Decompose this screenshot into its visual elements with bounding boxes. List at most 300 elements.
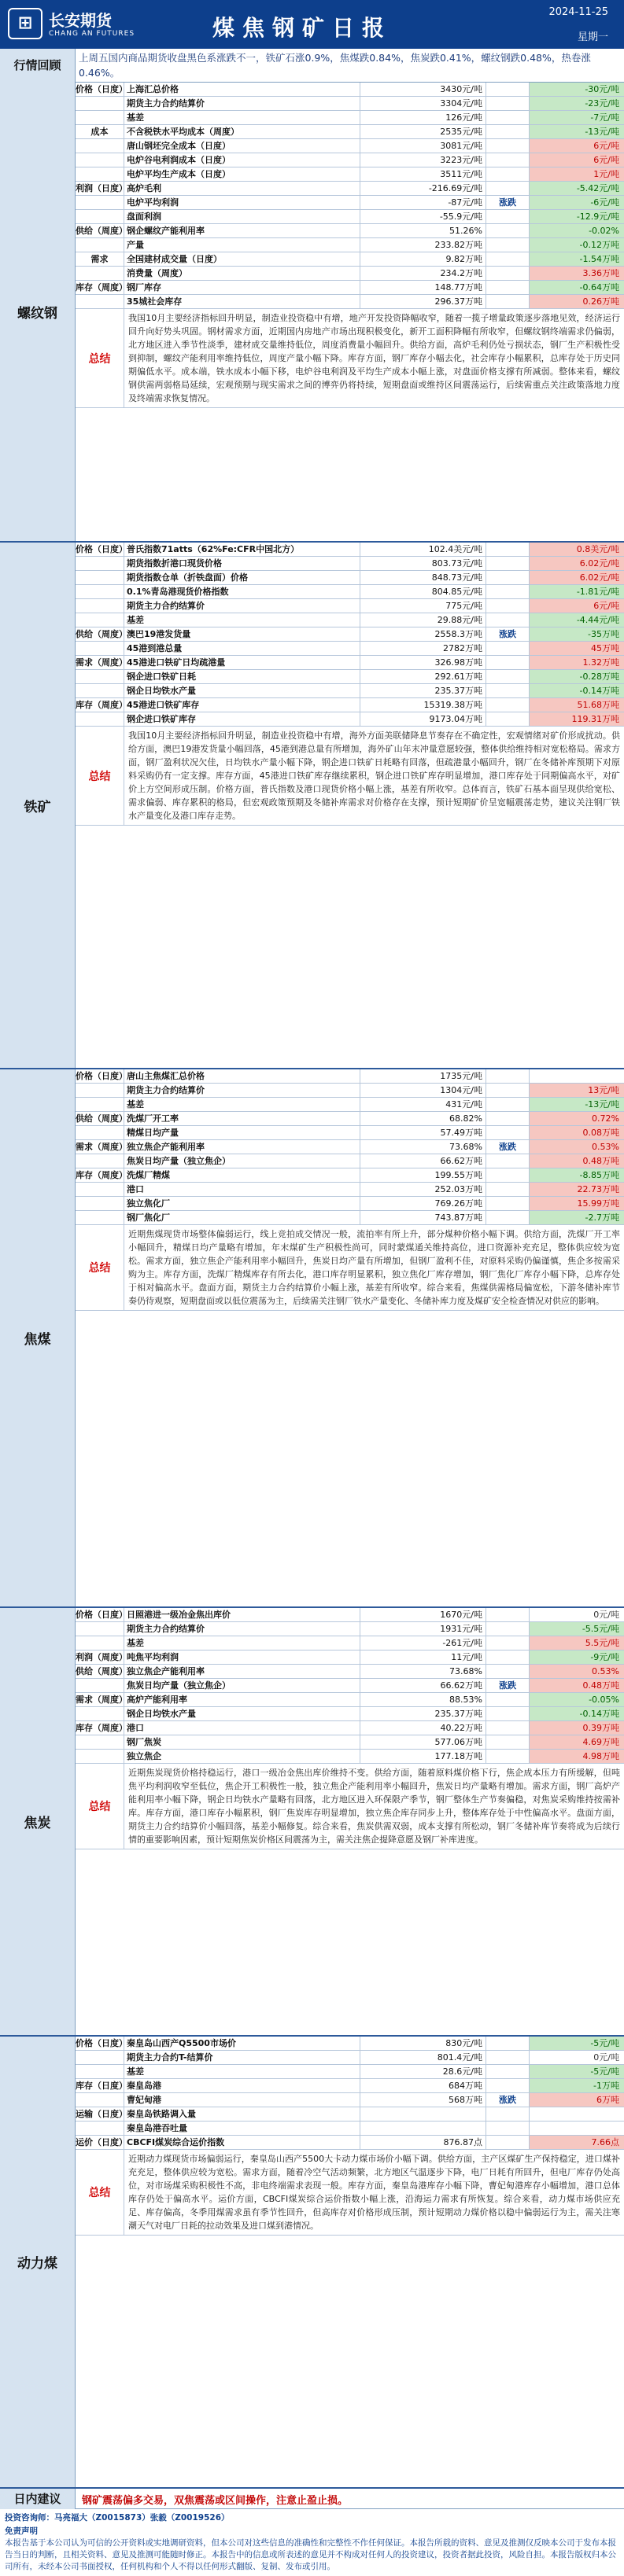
indicator-value: 126元/吨 bbox=[360, 111, 486, 124]
table-row bbox=[76, 2065, 624, 2079]
indicator-change: 6元/吨 bbox=[530, 139, 624, 153]
summary-text: 近期动力煤现货市场偏弱运行，秦皇岛山西产5500大卡动力煤市场价小幅下调。供给方面，主产区煤矿生产保持稳定，进口煤补充充足，整体供应较为宽松。需求方面，随着冷空气活动频繁，北方地区气温逐步下降，电厂日耗有所回升，但电厂库存仍处高位，对市场煤采购积极性不高，非电终端需求表现一般。库存方面，秦皇岛港库存小幅下降，曹妃甸港库存小幅增加，港口总体库存仍处于偏高水平。运价方面，CBCFI煤炭综合运价指数小幅上涨，沿海运力需求有所恢复。综合来看，动力煤市场供应充足、库存偏高，冬季用煤需求虽有季节性回升，但高库存对价格形成压制，预计短期动力煤价格以稳中偏弱运行为主，需关注寒潮天气对电厂日耗的拉动效果及进口煤到港情况。 bbox=[128, 2154, 620, 2231]
table-row bbox=[76, 585, 624, 599]
indicator-name: 45港到港总量 bbox=[124, 642, 360, 655]
indicator-value: 3223元/吨 bbox=[360, 153, 486, 167]
indicator-name: 基差 bbox=[124, 111, 360, 124]
group-label: 供给（周度） bbox=[76, 1113, 127, 1124]
indicator-value: 848.73元/吨 bbox=[360, 571, 486, 584]
group-label bbox=[76, 670, 124, 683]
indicator-change: -0.28万吨 bbox=[530, 670, 624, 683]
indicator-change: 45万吨 bbox=[530, 642, 624, 655]
indicator-name: 电炉平均生产成本（日度） bbox=[124, 167, 360, 181]
group-label bbox=[76, 642, 124, 655]
table-row bbox=[76, 698, 624, 712]
indicator-change: 0.39万吨 bbox=[530, 1721, 624, 1735]
summary-text: 我国10月主要经济指标回升明显，制造业投资稳中有增，地产开发投资降幅收窄，随着一揽子增量政策逐步落地见效，经济运行回升向好势头巩固。钢材需求方面，近期国内房地产市场出现积极变化，新开工面积降幅有所收窄，但螺纹钢终端需求仍偏弱，北方地区进入季节性淡季，建材成交量维持低位，周度消费量小幅回升。供给方面，高炉毛利仍处亏损状态，钢厂生产积极性受到抑制，螺纹产能利用率维持低位，周度产量小幅下降。库存方面，钢厂库存小幅去化，社会库存小幅累积，总库存处于历史同期偏低水平。成本端，铁水成本小幅下移，电炉谷电利润及平均生产成本小幅上涨，对盘面价格支撑有所减弱。整体来看，螺纹钢供需两弱格局延续，宏观预期与现实需求之间的博弈仍将持续，短期盘面或维持区间震荡运行，后续需重点关注政策落地力度及终端需求恢复情况。 bbox=[128, 313, 620, 403]
indicator-name: 曹妃甸港 bbox=[124, 2093, 360, 2107]
indicator-change: 4.69万吨 bbox=[530, 1735, 624, 1749]
indicator-change: -1万吨 bbox=[530, 2079, 624, 2092]
report-footer bbox=[0, 2509, 624, 2576]
summary-block bbox=[76, 1225, 624, 1311]
intraday-advice bbox=[0, 2489, 624, 2509]
indicator-change: -7元/吨 bbox=[530, 111, 624, 124]
summary-text: 我国10月主要经济指标回升明显，制造业投资稳中有增，海外方面美联储降息节奏存在不确定性，宏观情绪对矿价形成扰动。供给方面，澳巴19港发货量小幅回落，45港到港总量有所增加，海外矿山年末冲量意愿较强，整体供给维持相对宽松格局。需求方面，钢厂盈利状况欠佳，日均铁水产量小幅下降，钢企进口铁矿日耗略有回落，但疏港量小幅回升，钢厂在冬储补库预期下对原料采购仍有一定支撑。库存方面，45港进口铁矿库存继续累积，钢企进口铁矿库存明显增加，港口库存处于同期偏高水平，对矿价上方空间形成压制。价格方面，普氏指数及港口现货价格小幅上涨，基差有所收窄。总体而言，铁矿石基本面呈现供给宽松、需求偏弱、库存累积的格局，但宏观政策预期及冬储补库需求对价格存在支撑，预计短期矿价呈宽幅震荡走势，建议关注钢厂铁水产量变化及港口库存走势。 bbox=[128, 730, 620, 821]
indicator-change: -2.7万吨 bbox=[530, 1211, 624, 1224]
indicator-change: 0.48万吨 bbox=[530, 1154, 624, 1168]
indicator-name: 钢企进口铁矿日耗 bbox=[124, 670, 360, 683]
group-label bbox=[76, 1084, 124, 1097]
table-row bbox=[76, 1679, 624, 1693]
indicator-change: -5.5元/吨 bbox=[530, 1622, 624, 1636]
trend-label bbox=[486, 1183, 530, 1196]
indicator-name: 高炉产能利用率 bbox=[124, 1693, 360, 1706]
table-row bbox=[76, 1183, 624, 1197]
indicator-change: 0.72% bbox=[530, 1112, 624, 1125]
table-row bbox=[76, 1098, 624, 1112]
indicator-name: 基差 bbox=[124, 2065, 360, 2078]
indicator-change: -0.64万吨 bbox=[530, 281, 624, 294]
trend-label bbox=[486, 1211, 530, 1224]
indicator-name: 期货主力合约结算价 bbox=[124, 97, 360, 110]
trend-label bbox=[486, 2037, 530, 2050]
trend-label bbox=[486, 167, 530, 181]
indicator-value bbox=[360, 2122, 486, 2135]
table-row bbox=[76, 656, 624, 670]
indicator-table bbox=[76, 1608, 624, 1849]
table-row bbox=[76, 1636, 624, 1650]
group-label bbox=[76, 2051, 124, 2064]
indicator-value: 803.73元/吨 bbox=[360, 557, 486, 570]
group-label: 价格（日度） bbox=[76, 2038, 127, 2048]
indicator-name: 钢厂库存 bbox=[124, 281, 360, 294]
indicator-change: -9元/吨 bbox=[530, 1650, 624, 1664]
trend-label bbox=[486, 267, 530, 280]
table-row bbox=[76, 1650, 624, 1665]
group-label bbox=[76, 210, 124, 223]
trend-label bbox=[486, 543, 530, 556]
section-label: 焦炭 bbox=[0, 1608, 76, 2035]
indicator-name: 精煤日均产量 bbox=[124, 1126, 360, 1139]
indicator-value: 3081元/吨 bbox=[360, 139, 486, 153]
indicator-name: 唐山主焦煤汇总价格 bbox=[124, 1069, 360, 1083]
section-label: 螺纹钢 bbox=[0, 83, 76, 541]
table-row bbox=[76, 210, 624, 224]
indicator-value: 57.49万吨 bbox=[360, 1126, 486, 1139]
indicator-name: 不含税铁水平均成本（周度） bbox=[124, 125, 360, 138]
indicator-value: 577.06万吨 bbox=[360, 1735, 486, 1749]
trend-label bbox=[486, 295, 530, 308]
indicator-change: -5.42元/吨 bbox=[530, 182, 624, 195]
indicator-change: -5元/吨 bbox=[530, 2065, 624, 2078]
intraday-advice-text: 钢矿震荡偏多交易，双焦震荡或区间操作，注意止盈止损。 bbox=[82, 2495, 349, 2507]
indicator-name: 日照港进一级冶金焦出库价 bbox=[124, 1608, 360, 1621]
trend-label bbox=[486, 210, 530, 223]
indicator-value: 3511元/吨 bbox=[360, 167, 486, 181]
indicator-value: 801.4元/吨 bbox=[360, 2051, 486, 2064]
indicator-name: 秦皇岛山西产Q5500市场价 bbox=[124, 2037, 360, 2050]
group-label: 供给（周度） bbox=[76, 629, 127, 639]
indicator-change: 6元/吨 bbox=[530, 599, 624, 613]
indicator-name: 港口 bbox=[124, 1183, 360, 1196]
brand-name-en: CHANG AN FUTURES bbox=[49, 30, 135, 38]
indicator-value: 2558.3万吨 bbox=[360, 627, 486, 641]
trend-label bbox=[486, 2107, 530, 2121]
report-weekday: 星期一 bbox=[577, 31, 608, 43]
group-label: 库存（周度） bbox=[76, 700, 127, 710]
indicator-table bbox=[76, 2037, 624, 2236]
indicator-value: 1735元/吨 bbox=[360, 1069, 486, 1083]
group-label: 成本 bbox=[76, 125, 124, 138]
table-row bbox=[76, 543, 624, 557]
indicator-value: 431元/吨 bbox=[360, 1098, 486, 1111]
indicator-value: -261元/吨 bbox=[360, 1636, 486, 1650]
indicator-name: 钢企日均铁水产量 bbox=[124, 1707, 360, 1720]
table-row bbox=[76, 267, 624, 281]
table-row bbox=[76, 1608, 624, 1622]
group-label bbox=[76, 1622, 124, 1636]
summary-text: 近期焦炭现货价格持稳运行，港口一级冶金焦出库价维持不变。供给方面，随着原料煤价格下行，焦企成本压力有所缓解，但吨焦平均利润收窄至低位，焦企开工积极性一般，独立焦企产能利用率小幅回升，焦炭日均产量略有增加。需求方面，钢厂高炉产能利用率小幅下降，钢企日均铁水产量略有回落，北方地区进入环保限产季节，钢厂整体生产节奏偏稳，对焦炭采购维持按需补库。库存方面，港口库存小幅累积，钢厂焦炭库存明显增加，独立焦企库存同步上升，整体库存处于中性偏高水平。盘面方面，期货主力合约结算价小幅回落，基差小幅修复。综合来看，焦炭供需双弱，成本支撑有所松动，钢厂冬储补库节奏将成为后续行情的重要影响因素，预计短期焦炭价格区间震荡为主，需关注焦企提降意愿及钢厂补库进度。 bbox=[128, 1768, 620, 1845]
table-row bbox=[76, 2093, 624, 2107]
indicator-value: 102.4美元/吨 bbox=[360, 543, 486, 556]
indicator-change: -13元/吨 bbox=[530, 125, 624, 138]
indicator-name: CBCFI煤炭综合运价指数 bbox=[124, 2136, 360, 2149]
indicator-name: 基差 bbox=[124, 1098, 360, 1111]
indicator-change: -1.81元/吨 bbox=[530, 585, 624, 598]
trend-label bbox=[486, 224, 530, 237]
indicator-value: 2782万吨 bbox=[360, 642, 486, 655]
indicator-change: 0.8美元/吨 bbox=[530, 543, 624, 556]
table-row bbox=[76, 642, 624, 656]
indicator-value: 769.26万吨 bbox=[360, 1197, 486, 1210]
indicator-value: 73.68% bbox=[360, 1140, 486, 1154]
indicator-change: -30元/吨 bbox=[530, 83, 624, 96]
trend-label bbox=[486, 1608, 530, 1621]
indicator-table bbox=[76, 83, 624, 408]
indicator-name: 期货主力合约结算价 bbox=[124, 1622, 360, 1636]
summary-label: 总结 bbox=[76, 727, 124, 825]
group-label bbox=[76, 196, 124, 209]
trend-label bbox=[486, 1154, 530, 1168]
indicator-name: 独立焦企 bbox=[124, 1750, 360, 1763]
indicator-name: 焦炭日均产量（独立焦企） bbox=[124, 1154, 360, 1168]
group-label: 供给（周度） bbox=[76, 226, 127, 236]
indicator-change: 0元/吨 bbox=[593, 2052, 619, 2063]
indicator-name: 焦炭日均产量（独立焦企） bbox=[124, 1679, 360, 1692]
table-row bbox=[76, 613, 624, 627]
table-row bbox=[76, 1112, 624, 1126]
market-review-label: 行情回顾 bbox=[0, 49, 76, 83]
indicator-change: -0.14万吨 bbox=[530, 1707, 624, 1720]
indicator-value: 743.87万吨 bbox=[360, 1211, 486, 1224]
table-row bbox=[76, 1707, 624, 1721]
table-row bbox=[76, 1069, 624, 1084]
indicator-value: 3430元/吨 bbox=[360, 83, 486, 96]
trend-label bbox=[486, 1735, 530, 1749]
indicator-change: 119.31万吨 bbox=[530, 712, 624, 726]
table-row bbox=[76, 252, 624, 267]
indicator-value: 235.37万吨 bbox=[360, 1707, 486, 1720]
brand-name: 长安期货 bbox=[49, 11, 112, 30]
report-date: 2024-11-25 bbox=[548, 6, 608, 18]
trend-label bbox=[486, 2136, 530, 2149]
indicator-change: 51.68万吨 bbox=[530, 698, 624, 712]
indicator-value: 804.85元/吨 bbox=[360, 585, 486, 598]
indicator-name: 产量 bbox=[124, 238, 360, 252]
table-row bbox=[76, 1084, 624, 1098]
indicator-name: 0.1%青岛港现货价格指数 bbox=[124, 585, 360, 598]
table-row bbox=[76, 1126, 624, 1140]
trend-label bbox=[486, 1069, 530, 1083]
chang-an-logo-icon: ⊞ bbox=[8, 8, 42, 39]
group-label bbox=[76, 1126, 124, 1139]
trend-label bbox=[486, 97, 530, 110]
group-label: 库存（周度） bbox=[76, 1170, 127, 1180]
trend-label bbox=[486, 571, 530, 584]
indicator-value: 88.53% bbox=[360, 1693, 486, 1706]
disclaimer-title: 免责声明 bbox=[5, 2526, 38, 2536]
section-2 bbox=[0, 1069, 624, 1608]
indicator-value: 235.37万吨 bbox=[360, 684, 486, 697]
group-label bbox=[76, 1707, 124, 1720]
indicator-name: 钢厂焦炭 bbox=[124, 1735, 360, 1749]
indicator-name: 秦皇岛铁路调入量 bbox=[124, 2107, 360, 2121]
table-row bbox=[76, 557, 624, 571]
table-row bbox=[76, 295, 624, 309]
group-label: 需求 bbox=[76, 252, 124, 266]
group-label bbox=[76, 557, 124, 570]
indicator-change: -0.05% bbox=[530, 1693, 624, 1706]
summary-text: 近期焦煤现货市场整体偏弱运行，线上竞拍成交情况一般，流拍率有所上升，部分煤种价格小幅下调。供给方面，洗煤厂开工率小幅回升，精煤日均产量略有增加，年末煤矿生产积极性尚可，同时蒙煤通关维持高位，进口资源补充充足，整体供应较为宽松。需求方面，独立焦企产能利用率小幅回升，焦炭日均产量有所增加，但钢厂盈利不佳，对原料采购仍偏谨慎，焦企多按需采购为主。库存方面，洗煤厂精煤库存有所去化，港口库存明显累积，独立焦化厂库存增加，钢厂焦化厂库存小幅下降，总库存处于相对偏高水平。盘面方面，期货主力合约结算价小幅上涨，基差有所收窄。综合来看，焦煤供需格局偏宽松，下游冬储补库节奏仍待观察，短期盘面或以低位震荡为主，后续需关注钢厂铁水产量变化、冬储补库力度及煤矿安全检查情况对供应的影响。 bbox=[128, 1229, 620, 1306]
indicator-name: 钢厂焦化厂 bbox=[124, 1211, 360, 1224]
group-label bbox=[76, 2122, 124, 2135]
indicator-change: 1.32万吨 bbox=[530, 656, 624, 669]
indicator-change: -12.9元/吨 bbox=[530, 210, 624, 223]
indicator-name: 全国建材成交量（日度） bbox=[124, 252, 360, 266]
indicator-name: 钢企日均铁水产量 bbox=[124, 684, 360, 697]
indicator-value: 326.98万吨 bbox=[360, 656, 486, 669]
indicator-value: 29.88元/吨 bbox=[360, 613, 486, 627]
group-label bbox=[76, 571, 124, 584]
indicator-change: -23元/吨 bbox=[530, 97, 624, 110]
trend-label bbox=[486, 557, 530, 570]
indicator-name: 秦皇岛港 bbox=[124, 2079, 360, 2092]
trend-label bbox=[486, 585, 530, 598]
table-row bbox=[76, 684, 624, 698]
trend-label bbox=[486, 1636, 530, 1650]
indicator-change bbox=[530, 2107, 624, 2121]
table-row bbox=[76, 2107, 624, 2122]
table-row bbox=[76, 1622, 624, 1636]
indicator-change: 6元/吨 bbox=[530, 153, 624, 167]
indicator-value: -55.9元/吨 bbox=[360, 210, 486, 223]
indicator-value: 148.77万吨 bbox=[360, 281, 486, 294]
trend-label bbox=[486, 656, 530, 669]
group-label: 利润（周度） bbox=[76, 1652, 127, 1662]
indicator-change: 4.98万吨 bbox=[530, 1750, 624, 1763]
summary-block bbox=[76, 309, 624, 408]
trend-label bbox=[486, 83, 530, 96]
indicator-value: 51.26% bbox=[360, 224, 486, 237]
indicator-change: -35万吨 bbox=[530, 627, 624, 641]
group-label bbox=[76, 684, 124, 697]
indicator-name: 期货主力合约结算价 bbox=[124, 1084, 360, 1097]
trend-label bbox=[486, 1750, 530, 1763]
group-label: 运输（日度） bbox=[76, 2109, 127, 2119]
section-label: 焦煤 bbox=[0, 1069, 76, 1606]
trend-label bbox=[486, 642, 530, 655]
indicator-change: 0.53% bbox=[530, 1665, 624, 1678]
trend-label bbox=[486, 599, 530, 613]
group-label bbox=[76, 139, 124, 153]
trend-label: 涨跌 bbox=[486, 1679, 530, 1692]
trend-label bbox=[486, 613, 530, 627]
indicator-value: 3304元/吨 bbox=[360, 97, 486, 110]
group-label: 价格（日度） bbox=[76, 1610, 127, 1620]
group-label bbox=[76, 1098, 124, 1111]
indicator-value: 1670元/吨 bbox=[360, 1608, 486, 1621]
indicator-change: -0.02% bbox=[530, 224, 624, 237]
indicator-value: 233.82万吨 bbox=[360, 238, 486, 252]
indicator-value: 11元/吨 bbox=[360, 1650, 486, 1664]
trend-label bbox=[486, 2051, 530, 2064]
trend-label bbox=[486, 2079, 530, 2092]
trend-label bbox=[486, 670, 530, 683]
section-label: 铁矿 bbox=[0, 543, 76, 1068]
indicator-name: 洗煤厂精煤 bbox=[124, 1168, 360, 1182]
indicator-value: 234.2万吨 bbox=[360, 267, 486, 280]
trend-label bbox=[486, 182, 530, 195]
table-row bbox=[76, 97, 624, 111]
indicator-value: 2535元/吨 bbox=[360, 125, 486, 138]
indicator-change: -0.14万吨 bbox=[530, 684, 624, 697]
table-row bbox=[76, 1721, 624, 1735]
indicator-name: 电炉平均利润 bbox=[124, 196, 360, 209]
table-row bbox=[76, 2051, 624, 2065]
indicator-change: 13元/吨 bbox=[530, 1084, 624, 1097]
indicator-name: 35城社会库存 bbox=[124, 295, 360, 308]
indicator-value: 68.82% bbox=[360, 1112, 486, 1125]
table-row bbox=[76, 111, 624, 125]
indicator-value: 1931元/吨 bbox=[360, 1622, 486, 1636]
indicator-change: -6元/吨 bbox=[530, 196, 624, 209]
group-label bbox=[76, 1735, 124, 1749]
table-row bbox=[76, 153, 624, 167]
indicator-value: 9173.04万吨 bbox=[360, 712, 486, 726]
indicator-value: 775元/吨 bbox=[360, 599, 486, 613]
table-row bbox=[76, 182, 624, 196]
table-row bbox=[76, 1735, 624, 1750]
group-label: 需求（周度） bbox=[76, 1695, 127, 1705]
table-row bbox=[76, 224, 624, 238]
group-label: 利润（日度） bbox=[76, 183, 127, 193]
trend-label bbox=[486, 1112, 530, 1125]
table-row bbox=[76, 1140, 624, 1154]
group-label: 需求（周度） bbox=[76, 657, 127, 668]
indicator-name: 盘面利润 bbox=[124, 210, 360, 223]
indicator-change: -5元/吨 bbox=[530, 2037, 624, 2050]
group-label bbox=[76, 2065, 124, 2078]
analyst-info: 投资咨询师：马亮福大（Z0015873）张毅（Z0019526） bbox=[5, 2513, 230, 2523]
group-label bbox=[76, 1197, 124, 1210]
indicator-change: 15.99万吨 bbox=[530, 1197, 624, 1210]
indicator-value: 40.22万吨 bbox=[360, 1721, 486, 1735]
section-label: 动力煤 bbox=[0, 2037, 76, 2487]
indicator-change: 6.02元/吨 bbox=[530, 557, 624, 570]
indicator-value: 830元/吨 bbox=[360, 2037, 486, 2050]
indicator-change: 0.26万吨 bbox=[530, 295, 624, 308]
indicator-value: 15319.38万吨 bbox=[360, 698, 486, 712]
group-label bbox=[76, 613, 124, 627]
indicator-change: 5.5元/吨 bbox=[530, 1636, 624, 1650]
indicator-change: 0元/吨 bbox=[593, 1610, 619, 1620]
trend-label bbox=[486, 1693, 530, 1706]
indicator-change: -4.44元/吨 bbox=[530, 613, 624, 627]
indicator-change bbox=[530, 2122, 624, 2135]
table-row bbox=[76, 712, 624, 727]
table-row bbox=[76, 1168, 624, 1183]
indicator-value: 296.37万吨 bbox=[360, 295, 486, 308]
indicator-table bbox=[76, 543, 624, 826]
indicator-value bbox=[360, 2107, 486, 2121]
group-label bbox=[76, 2093, 124, 2107]
indicator-name: 独立焦化厂 bbox=[124, 1197, 360, 1210]
indicator-change: 3.36万吨 bbox=[530, 267, 624, 280]
group-label bbox=[76, 1183, 124, 1196]
indicator-name: 独立焦企产能利用率 bbox=[124, 1140, 360, 1154]
table-row bbox=[76, 1750, 624, 1764]
trend-label: 涨跌 bbox=[486, 196, 530, 209]
table-row bbox=[76, 2037, 624, 2051]
summary-block bbox=[76, 1764, 624, 1849]
indicator-change: 22.73万吨 bbox=[530, 1183, 624, 1196]
indicator-name: 唐山钢坯完全成本（日度） bbox=[124, 139, 360, 153]
section-0 bbox=[0, 83, 624, 543]
group-label bbox=[76, 295, 124, 308]
intraday-advice-label: 日内建议 bbox=[0, 2489, 76, 2509]
indicator-change: 0.48万吨 bbox=[530, 1679, 624, 1692]
disclaimer-text: 本报告基于本公司认为可信的公开资料或实地调研资料，但本公司对这些信息的准确性和完整性不作任何保证。本报告所载的资料、意见及推测仅反映本公司于发布本报告当日的判断，且相关资料、意见及推测可能随时修正。本报告中的信息或所表述的意见并不构成对任何人的投资建议，投资者据此投资，风险自担。本报告版权归本公司所有，未经本公司书面授权，任何机构和个人不得以任何形式翻版、复制、发布或引用。 bbox=[5, 2538, 616, 2571]
indicator-table bbox=[76, 1069, 624, 1311]
trend-label: 涨跌 bbox=[486, 2093, 530, 2107]
group-label bbox=[76, 1211, 124, 1224]
table-row bbox=[76, 281, 624, 295]
group-label bbox=[76, 1679, 124, 1692]
indicator-name: 秦皇岛港吞吐量 bbox=[124, 2122, 360, 2135]
trend-label bbox=[486, 1650, 530, 1664]
indicator-name: 洗煤厂开工率 bbox=[124, 1112, 360, 1125]
indicator-change: 7.66点 bbox=[530, 2136, 624, 2149]
table-row bbox=[76, 670, 624, 684]
trend-label bbox=[486, 1197, 530, 1210]
group-label: 库存（日度） bbox=[76, 2081, 127, 2091]
trend-label bbox=[486, 712, 530, 726]
trend-label bbox=[486, 1098, 530, 1111]
indicator-value: 292.61万吨 bbox=[360, 670, 486, 683]
indicator-value: 177.18万吨 bbox=[360, 1750, 486, 1763]
indicator-name: 独立焦企产能利用率 bbox=[124, 1665, 360, 1678]
indicator-value: 199.55万吨 bbox=[360, 1168, 486, 1182]
trend-label bbox=[486, 111, 530, 124]
group-label bbox=[76, 238, 124, 252]
indicator-change: 1元/吨 bbox=[530, 167, 624, 181]
trend-label bbox=[486, 252, 530, 266]
section-3 bbox=[0, 1608, 624, 2037]
section-4 bbox=[0, 2037, 624, 2489]
group-label: 价格（日度） bbox=[76, 84, 127, 94]
table-row bbox=[76, 83, 624, 97]
indicator-change: -0.12万吨 bbox=[530, 238, 624, 252]
